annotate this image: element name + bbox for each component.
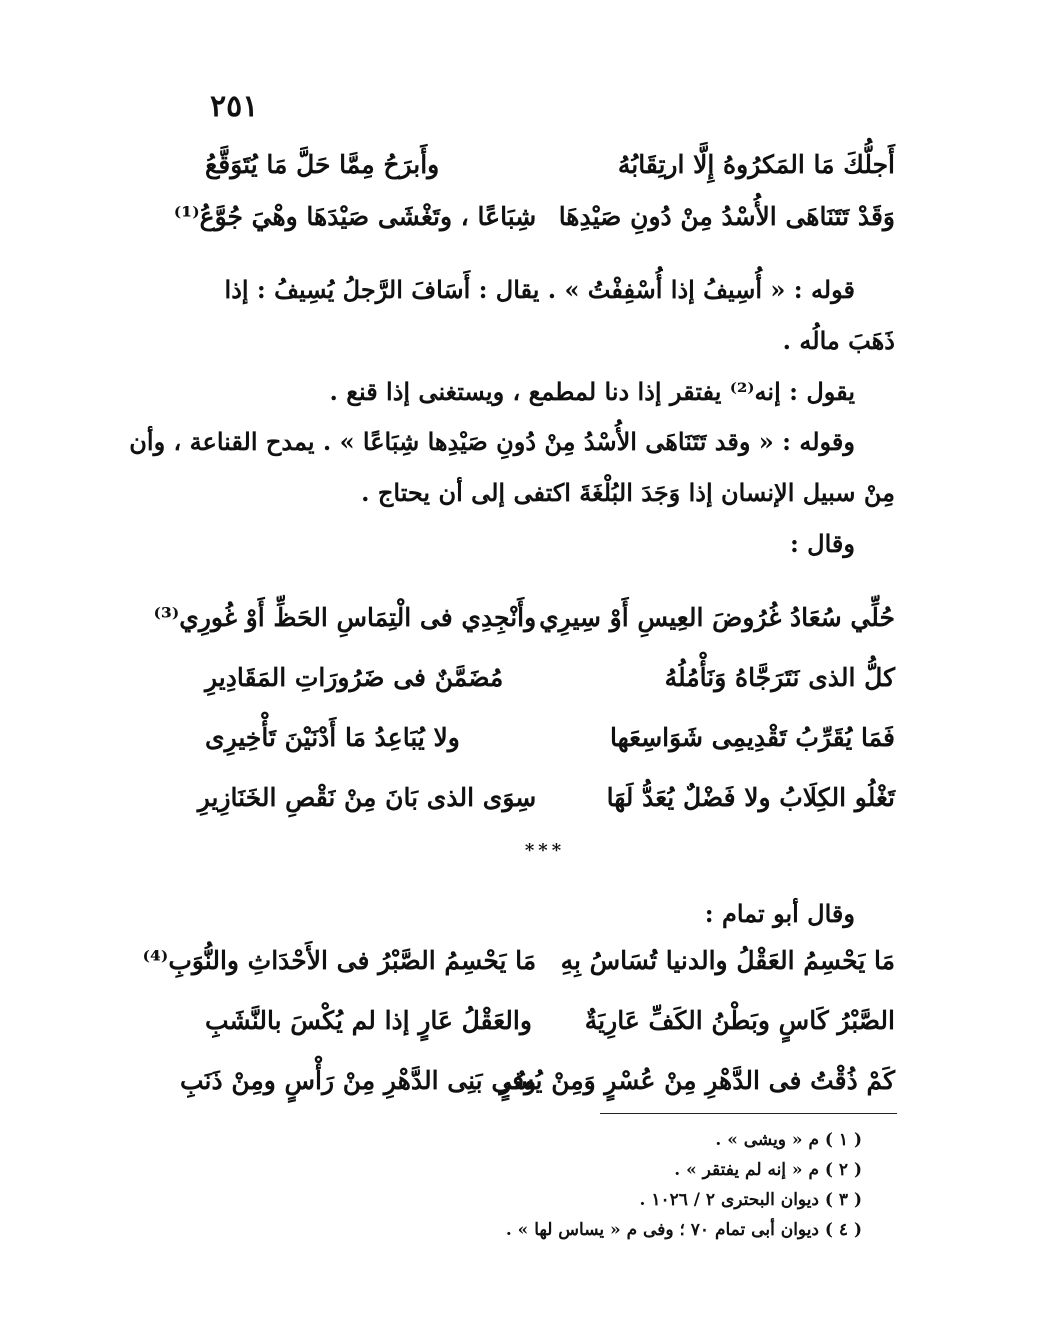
hemistich-second: مُضَمَّنٌ فى ضَرُورَاتِ المَقَادِيرِ: [205, 663, 504, 692]
verse-intro: وقال :: [789, 528, 855, 558]
verse-line: [197, 783, 895, 813]
verse-block-1: [173, 150, 895, 232]
hemistich-second: شِبَاعًا ، وتَغْشَى صَيْدَهَا وهْيَ جُوَّعُ⁽¹⁾: [173, 202, 537, 231]
hemistich-second: ولا يُبَاعِدُ مَا أَدْنَيْنَ تَأْخِيرِى: [205, 723, 460, 752]
hemistich-first: فَمَا يُقَرِّبُ تَقْدِيمِى شَوَاسِعَها: [610, 723, 895, 752]
verse-line: [205, 150, 895, 180]
hemistich-second: مَا يَحْسِمُ الصَّبْرُ فى الأَحْدَاثِ والنُّوَبِ⁽⁴⁾: [142, 946, 537, 975]
hemistich-first: وَقَدْ تَتَنَاهَى الأُسْدُ مِنْ دُونِ صَيْدِهَا: [558, 202, 895, 231]
verse-intro-block: [205, 900, 895, 929]
verse-line: [180, 1066, 895, 1096]
verse-line: [173, 202, 895, 232]
hemistich-first: الصَّبْرُ كَاسٍ وبَطْنُ الكَفِّ عَارِيَةٌ: [584, 1006, 895, 1035]
hemistich-first: مَا يَحْسِمُ العَقْلُ والدنيا تُسَاسُ بِهِ: [560, 946, 895, 975]
hemistich-first: كَمْ ذُقْتُ فى الدَّهْرِ مِنْ عُسْرٍ وَمِنْ يُسُرٍ: [499, 1066, 895, 1095]
page-number: ٢٥١: [210, 89, 259, 124]
commentary-line: مِنْ سبيل الإنسان إذا وَجَدَ البُلْغَةَ اكتفى إلى أن يحتاج .: [361, 478, 895, 508]
hemistich-second: وأَبرَحُ مِمَّا حَلَّ مَا يُتَوَقَّعُ: [205, 150, 440, 179]
verse-block-2: [153, 603, 895, 813]
verse-line: [205, 1006, 895, 1036]
hemistich-first: كلُّ الذى نَتَرَجَّاهُ وَنَأْمُلُهُ: [664, 663, 895, 692]
hemistich-first: تَغْلُو الكِلَابُ ولا فَضْلٌ يُعَدُّ لَهَا: [606, 783, 895, 812]
footnote: ( ١ ) م « ويشى » .: [715, 1130, 862, 1150]
verse-line: [142, 946, 895, 976]
commentary-line: يقول : إنه⁽²⁾ يفتقر إذا دنا لمطمع ، ويستغنى إذا قنع .: [329, 376, 855, 406]
verse-line: [205, 723, 895, 753]
hemistich-second: وفى بَنِى الدَّهْرِ مِنْ رَأْسٍ ومِنْ ذَنَبِ: [180, 1066, 537, 1095]
hemistich-second: سِوَى الذى بَانَ مِنْ نَقْصِ الخَنَازِيرِ: [197, 783, 537, 812]
commentary-line: قوله : « أُسِيفُ إذا أُسْفِفْتُ » . يقال : أَسَافَ الرَّجلُ يُسِيفُ : إذا: [224, 275, 855, 304]
footnote: ( ٤ ) ديوان أبى تمام ٧٠ ؛ وفى م « يساس لها » .: [505, 1220, 862, 1240]
footnote: ( ٢ ) م « إنه لم يفتقر » .: [674, 1160, 862, 1180]
verse-line: [153, 603, 895, 633]
section-separator: ***: [524, 840, 566, 861]
commentary-line: ذَهَبَ مالُه .: [782, 325, 895, 355]
footnote: ( ٣ ) ديوان البحترى ٢ / ١٠٢٦ .: [639, 1190, 862, 1210]
hemistich-second: والعَقْلُ عَارٍ إذا لم يُكْسَ بالنَّشَبِ: [205, 1006, 532, 1035]
verse-intro: وقال أبو تمام :: [704, 899, 855, 928]
verse-block-3: [142, 946, 895, 1096]
commentary-block: [129, 275, 895, 559]
footnotes: [400, 1125, 862, 1245]
verse-line: [205, 663, 895, 693]
hemistich-first: حُلِّي سُعَادُ غُرُوضَ العِيسِ أَوْ سِيرِي: [539, 603, 895, 632]
hemistich-second: وأَنْجِدِي فى الْتِمَاسِ الحَظِّ أَوْ غُورِي⁽³⁾: [153, 603, 537, 632]
hemistich-first: أَجلُّكَ مَا المَكرُوهُ إِلَّا ارتِقَابُهُ: [617, 150, 895, 179]
commentary-line: وقوله : « وقد تَتَنَاهَى الأُسْدُ مِنْ دُونِ صَيْدِها شِبَاعًا » . يمدح القناعة ، وأن: [129, 427, 855, 457]
footnote-divider: [600, 1113, 897, 1114]
